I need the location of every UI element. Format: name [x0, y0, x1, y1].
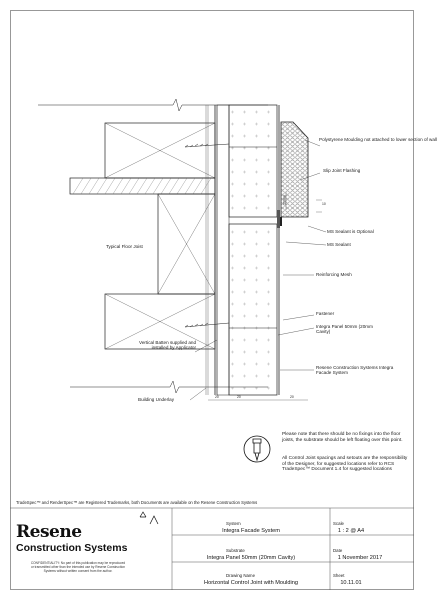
label-mesh: Reinforcing Mesh [316, 272, 352, 277]
tb-substrate-value: Integra Panel 50mm (20mm Cavity) [206, 555, 296, 561]
label-panel: Integra Panel 50mm (20mm Cavity) [316, 324, 373, 335]
trademark-text: TradeSpec™ and RenderSpec™ are Registered Trademarks, both Documents are available on the Resene Construction Systems [16, 500, 258, 505]
brand-crest [140, 512, 158, 524]
note-fixings: Please note that there should be no fixings into the floor joists, the substrate should be left floating over this point. [282, 432, 403, 443]
label-slip-flashing: Slip Joint Flashing [323, 168, 361, 173]
tb-sheet-value: 10.11.01 [340, 580, 362, 586]
label-moulding: Polystyrene Moulding not attached to lower section of wall [319, 137, 437, 142]
tb-sheet-label: Sheet [333, 573, 345, 578]
drawing-sheet [10, 10, 437, 590]
tb-drawing-value: Horizontal Control Joint with Moulding [204, 580, 298, 586]
tb-drawing-label: Drawing Name [226, 573, 256, 578]
dim-label: 10 [322, 202, 326, 206]
dim-label: 20 [290, 395, 294, 399]
tb-scale-value: 1 : 2 @ A4 [337, 528, 365, 534]
brand-subtitle: Construction Systems [16, 542, 128, 554]
dim-label: 20mm [282, 195, 287, 205]
sealant-icon [244, 436, 270, 462]
tb-scale-label: Scale [333, 521, 344, 526]
tb-substrate-label: Substrate [226, 548, 245, 553]
tb-date-label: Date [333, 548, 343, 553]
label-fastener: Fastener [316, 311, 335, 316]
label-batten: Vertical Batten supplied and installed by Applicator [139, 340, 196, 351]
label-underlay: Building Underlay [138, 397, 175, 402]
tb-system-label: System [226, 521, 241, 526]
dim-label: 20 [215, 395, 219, 399]
confidentiality-note: CONFIDENTIALITY: No part of this publication may be reproduced or transmitted other than the intended use by Resene Construction Systems without written consent from the author. [30, 561, 126, 573]
tb-system-value: Integra Facade System [222, 528, 280, 534]
note-control-joint: All Control Joint spacings and setouts are the responsibility of the Designer, for suggested locations refer to RCS TradeSpec™ Document 1.4 for suggested locations [282, 456, 408, 473]
dim-label: 20 [237, 395, 241, 399]
label-ms-optional: MS Sealant is Optional [327, 229, 374, 234]
fasteners [185, 144, 229, 327]
brand-name: Resene [16, 522, 82, 542]
label-floor-joist: Typical Floor Joist [106, 244, 143, 249]
label-ms-sealant: MS Sealant [327, 242, 351, 247]
tb-date-value: 1 November 2017 [337, 555, 383, 561]
label-system: Resene Construction Systems Integra Facade System [316, 365, 394, 376]
